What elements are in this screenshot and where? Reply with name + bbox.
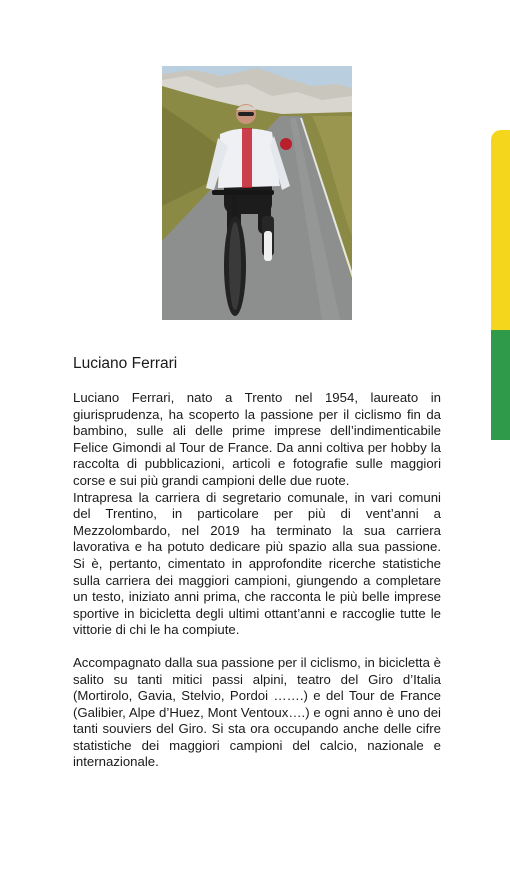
- author-biography: [73, 390, 441, 771]
- bio-paragraph-1: Luciano Ferrari, nato a Trento nel 1954, laureato in giurisprudenza, ha scoperto la passione per il ciclismo fin da bambino, sulle ali delle prime imprese dell’indimenticabile Felice Gimondi al Tour de France. Da anni coltiva per hobby la raccolta di pubblicazioni, articoli e fotografie sulle maggiori corse e sui più grandi campioni delle due ruote.: [73, 390, 441, 488]
- yellow-edge-tab: [491, 130, 510, 330]
- bio-paragraph-2: Intrapresa la carriera di segretario comunale, in vari comuni del Trentino, in particolare per più di vent’anni a Mezzolombardo, nel 2019 ha terminato la sua carriera lavorativa e ha potuto dedicare più spazio alla sua passione. Si è, pertanto, cimentato in approfondite ricerche statistiche sulla carriera dei maggiori campioni, giungendo a completare un testo, iniziato anni prima, che racconta le più belle imprese sportive in bicicletta degli ultimi ottant’anni e raccoglie tutte le vittorie di chi le ha compiute.: [73, 489, 441, 638]
- author-name: Luciano Ferrari: [73, 355, 178, 372]
- green-edge-tab: [491, 330, 510, 440]
- bio-paragraph-3: Accompagnato dalla sua passione per il ciclismo, in bicicletta è salito su tanti mitici passi alpini, teatro del Giro d’Italia (Mortirolo, Gavia, Stelvio, Pordoi …….) e del Tour de France (Galibier, Alpe d’Huez, Mont Ventoux….) e ogni anno è uno dei tanti souviers del Giro. Si sta ora occupando anche delle cifre statistiche dei maggiori campioni del calcio, nazionale e internazionale.: [73, 654, 441, 770]
- cyclist-photo-illustration: [162, 66, 352, 320]
- author-photo: [162, 66, 352, 320]
